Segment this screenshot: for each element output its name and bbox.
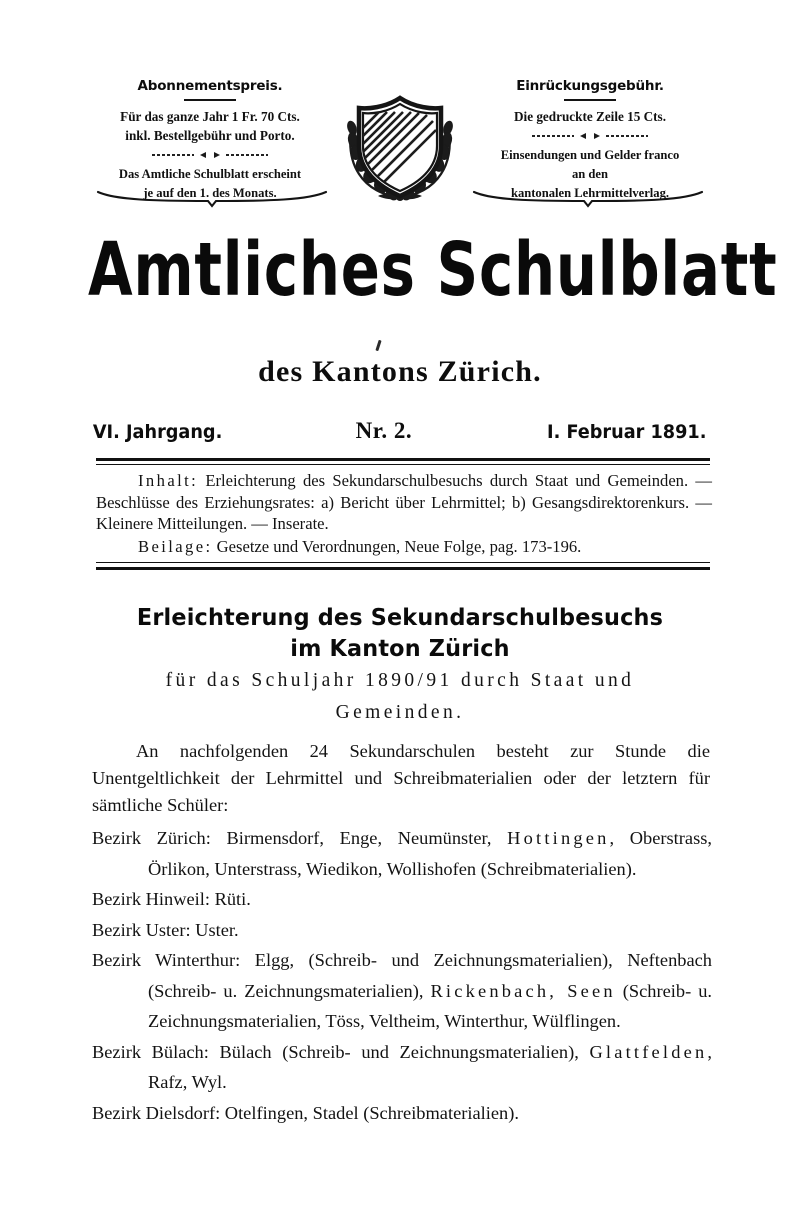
publication-frequency-line-2: je auf den 1. des Monats. — [143, 186, 277, 200]
article-heading-line-2: im Kanton Zürich — [290, 634, 510, 662]
article-lede-text: An nachfolgenden 24 Sekundarschulen besteht zur Stunde die Unentgeltlichkeit der Lehrmittel und Schreibmaterialien oder der letztern für sämtliche Schüler: — [92, 741, 710, 815]
list-item — [92, 1098, 712, 1129]
scan-artifact-mark — [375, 340, 381, 351]
submissions-line-2: an den — [571, 167, 609, 181]
district-list — [92, 823, 712, 1128]
contents-rule-bottom-thin — [96, 562, 710, 563]
issue-date-label: I. Februar 1891. — [546, 421, 706, 443]
list-item — [92, 1037, 712, 1098]
district-emphasis: Rickenbach, Seen — [430, 980, 616, 1001]
subscription-price-block — [90, 78, 330, 203]
district-name: Bezirk Dielsdorf: — [92, 1102, 221, 1123]
article-heading — [20, 602, 780, 664]
district-name: Bezirk Hinweil: — [92, 889, 210, 909]
submissions-line-3: kantonalen Lehrmittelverlag. — [510, 186, 670, 200]
subscription-price-line-1: Für das ganze Jahr 1 Fr. 70 Cts. — [120, 109, 300, 124]
subscription-price-line-2: inkl. Bestellgebühr und Porto. — [125, 128, 295, 143]
district-emphasis: Glattfelden — [589, 1041, 708, 1062]
arrow-ornament-icon — [530, 131, 650, 141]
publication-frequency-line-1: Das Amtliche Schulblatt erscheint — [118, 167, 302, 181]
district-name: Bezirk Uster: — [92, 919, 191, 940]
contents-rule-top-thick — [96, 458, 710, 461]
submissions-line-1: Einsendungen und Gelder franco — [500, 148, 680, 162]
contents-rule-bottom-thick — [96, 567, 710, 570]
page-title: Amtliches Schulblatt — [88, 227, 778, 313]
district-entries-pre: Birmensdorf, Enge, Neumünster, — [210, 828, 508, 848]
heading-underline-rule — [184, 99, 236, 101]
district-name: Bezirk Bülach: — [92, 1041, 209, 1062]
district-entries-pre: Uster. — [190, 919, 239, 940]
volume-label: VI. Jahrgang. — [92, 421, 223, 443]
article-lede — [92, 738, 710, 819]
insertion-fee-line-1: Die gedruckte Zeile 15 Cts. — [514, 109, 666, 124]
article-subheading — [0, 665, 800, 729]
district-entries-pre: Elgg, (Schreib- und Zeichnungsmaterialien), Neftenbach (Schreib- u. Zeichnungsmaterialien), — [148, 950, 712, 1001]
zurich-coat-of-arms-icon — [336, 84, 464, 206]
insertion-fee-heading: Einrückungsgebühr. — [516, 78, 664, 94]
article-heading-line-1: Erleichterung des Sekundarschulbesuchs — [136, 603, 664, 631]
contents-rule-top-thin — [96, 464, 710, 465]
contents-paragraph — [96, 470, 712, 535]
arrow-ornament-icon — [150, 150, 270, 160]
district-emphasis: Hottingen — [507, 828, 610, 848]
list-item — [92, 884, 712, 915]
district-entries-pre: Otelfingen, Stadel (Schreibmaterialien). — [220, 1102, 519, 1123]
contents-block — [96, 470, 712, 557]
contents-body: Erleichterung des Sekundarschulbesuchs durch Staat und Gemeinden. — Beschlüsse des Erziehungsrates: a) Bericht über Lehrmittel; b) Gesangsdirektorenkurs. — Kleinere Mitteilungen. — Inserate. — [96, 471, 712, 533]
district-entries-post: (Schreib- u. Zeichnungsmaterialien, Töss, Veltheim, Winterthur, Wülflingen. — [148, 980, 713, 1031]
district-entries-pre: Bülach (Schreib- und Zeichnungsmaterialien), — [208, 1041, 590, 1062]
list-item — [92, 945, 712, 1037]
brace-rule-left-icon — [96, 189, 328, 207]
article-subheading-line-2: Gemeinden. — [335, 702, 465, 723]
contents-label: Inhalt: — [138, 471, 199, 490]
brace-rule-right-icon — [472, 189, 704, 207]
heading-underline-rule — [564, 99, 616, 101]
district-entries-post: , Rafz, Wyl. — [148, 1041, 712, 1092]
district-name: Bezirk Zürich: — [92, 828, 211, 848]
district-entries-post: , Oberstrass, Örlikon, Unterstrass, Wiedikon, Wollishofen (Schreibmaterialien). — [148, 828, 712, 879]
list-item — [92, 823, 712, 884]
list-item — [92, 915, 712, 946]
supplement-label: Beilage: — [138, 536, 213, 556]
subscription-price-heading: Abonnementspreis. — [137, 78, 283, 94]
supplement-paragraph — [138, 536, 712, 558]
page-subtitle: des Kantons Zürich. — [258, 355, 542, 388]
insertion-fee-block — [470, 78, 710, 203]
district-entries-pre: Rüti. — [209, 889, 251, 909]
issue-line — [88, 418, 712, 444]
issue-number-label: Nr. 2. — [355, 418, 413, 443]
supplement-body: Gesetze und Verordnungen, Neue Folge, pag. 173-196. — [212, 536, 582, 556]
article-subheading-line-1: für das Schuljahr 1890/91 durch Staat und — [165, 670, 635, 691]
district-name: Bezirk Winterthur: — [92, 950, 241, 970]
